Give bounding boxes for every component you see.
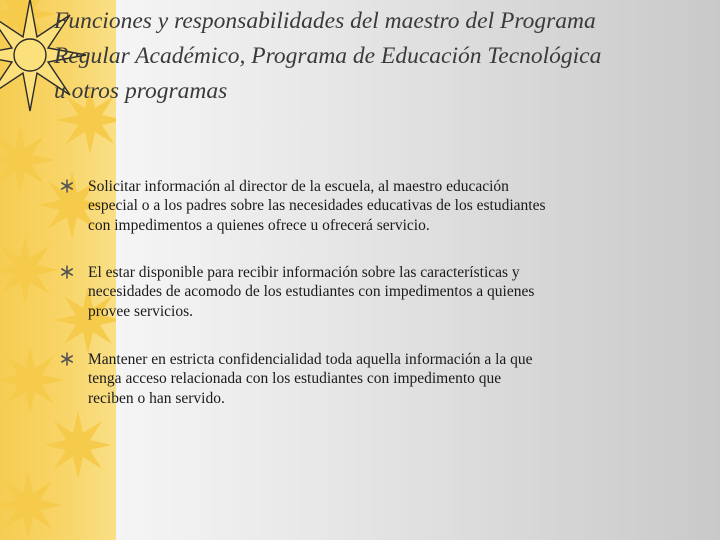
bullet-text-line: necesidades de acomodo de los estudiantes con impedimentos a quienes <box>88 283 535 301</box>
asterisk-bullet-icon <box>60 352 74 366</box>
title-line: u otros programas <box>54 78 228 104</box>
bullet-text-line: provee servicios. <box>88 302 194 320</box>
bullet-text-line: El estar disponible para recibir información sobre las características y <box>88 264 520 281</box>
bullet-text-line: con impedimentos a quienes ofrece u ofrecerá servicio. <box>88 216 430 234</box>
sun-icon <box>44 411 112 479</box>
sun-icon <box>0 346 64 414</box>
asterisk-bullet-icon <box>60 265 74 279</box>
bullet-item <box>60 177 546 235</box>
asterisk-bullet-icon <box>60 179 74 193</box>
bullet-text-line: tenga acceso relacionada con los estudiantes con impedimento que <box>88 370 502 388</box>
bullet-text-line: especial o a los padres sobre las necesidades educativas de los estudiantes <box>88 197 546 215</box>
sun-icon <box>0 236 59 304</box>
title-line: Funciones y responsabilidades del maestro del Programa <box>54 8 596 34</box>
sun-icon <box>0 471 62 539</box>
bullet-text-line: Mantener en estricta confidencialidad toda aquella información a la que <box>88 351 533 368</box>
bullet-item <box>60 350 533 408</box>
bullet-text-line: Solicitar información al director de la escuela, al maestro educación <box>88 178 509 195</box>
title-line: Regular Académico, Programa de Educación Tecnológica <box>54 43 602 69</box>
bullet-item <box>60 263 534 321</box>
sun-icon <box>0 126 54 194</box>
bullet-text-line: reciben o han servido. <box>88 389 225 407</box>
slide-title <box>54 4 718 109</box>
